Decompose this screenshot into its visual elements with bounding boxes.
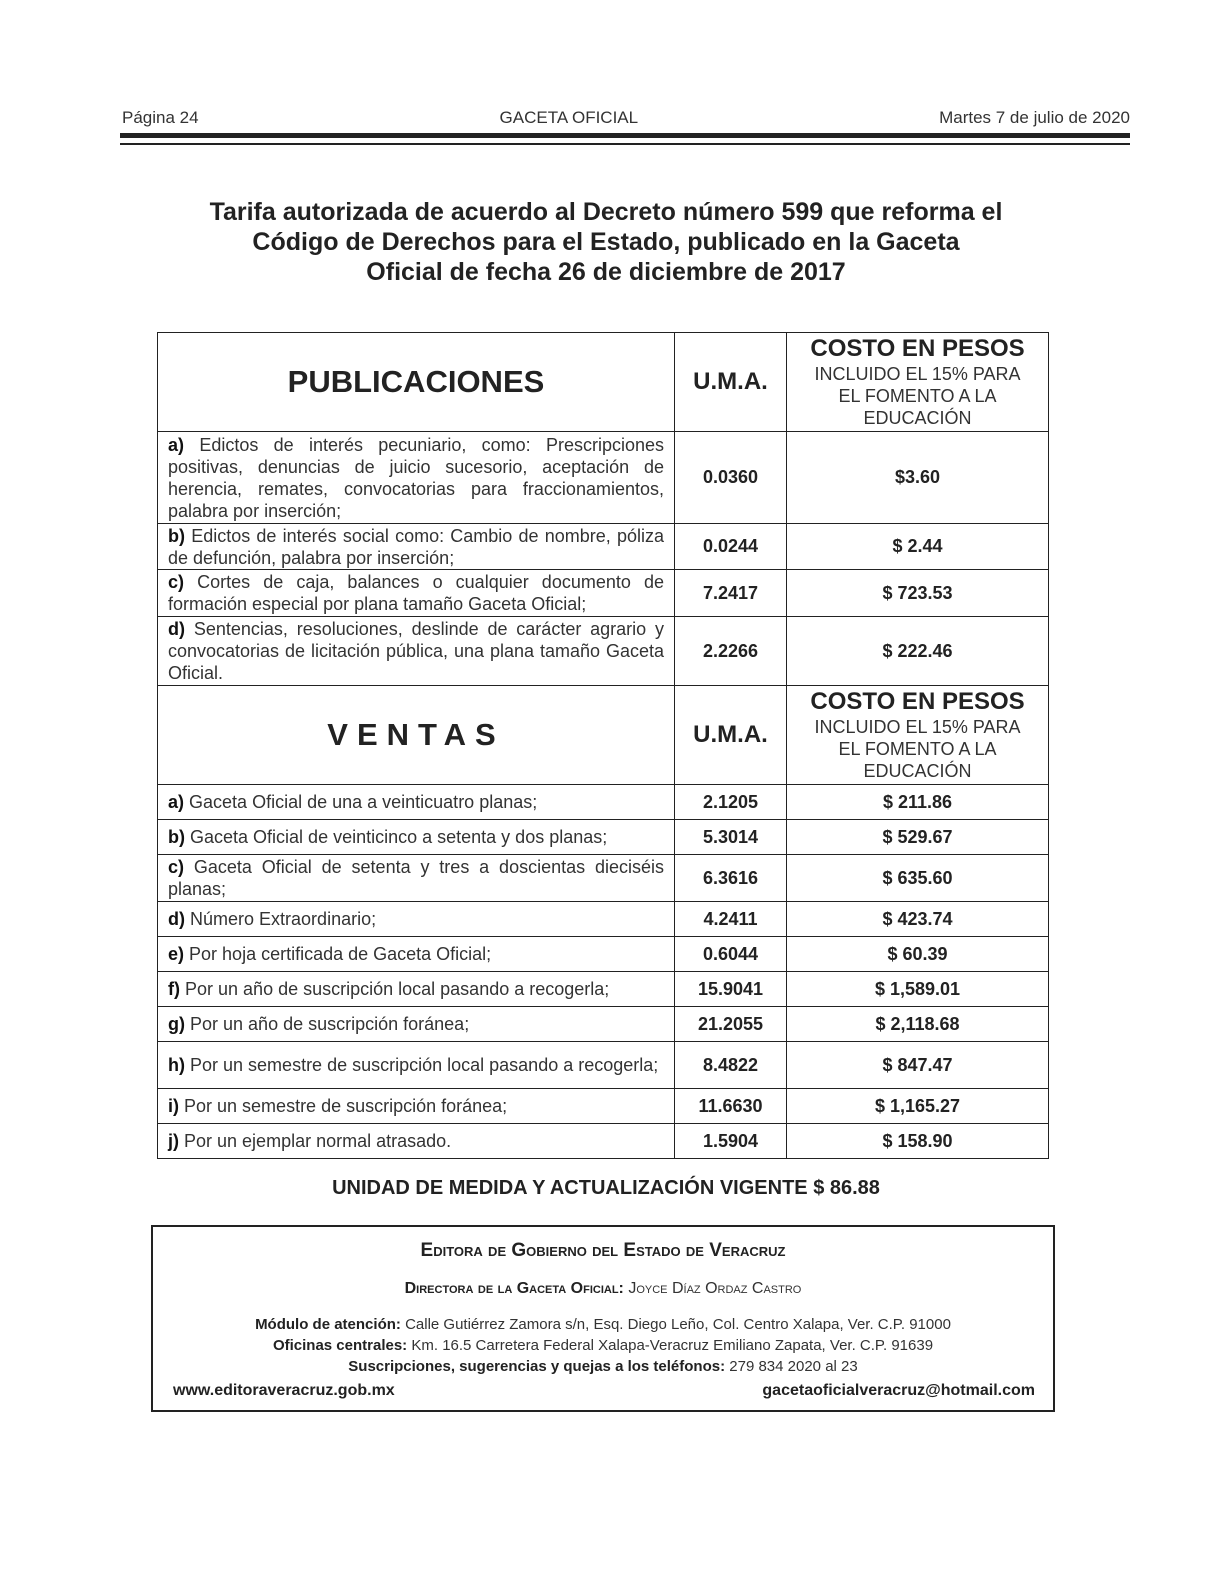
item-uma: 2.2266 <box>675 617 787 686</box>
item-text: Sentencias, resoluciones, deslinde de carácter agrario y convocatorias de licitación pública, una plana tamaño Gaceta Oficial. <box>168 619 664 683</box>
item-description <box>158 1089 675 1124</box>
item-uma: 6.3616 <box>675 855 787 902</box>
tariff-table <box>157 332 1049 1159</box>
item-cost: $ 847.47 <box>787 1042 1049 1089</box>
item-cost: $ 2,118.68 <box>787 1007 1049 1042</box>
website-link[interactable]: www.editoraveracruz.gob.mx <box>173 1382 395 1399</box>
item-text: Por un año de suscripción local pasando a recogerla; <box>185 979 610 999</box>
item-cost: $ 529.67 <box>787 820 1049 855</box>
item-text: Por un ejemplar normal atrasado. <box>184 1131 452 1151</box>
cost-heading-line: INCLUIDO EL 15% PARA <box>814 364 1021 384</box>
item-text: Por un semestre de suscripción local pasando a recogerla; <box>190 1055 659 1075</box>
item-cost: $ 222.46 <box>787 617 1049 686</box>
uma-column-header: U.M.A. <box>675 333 787 432</box>
item-text: Gaceta Oficial de veinticinco a setenta y dos planas; <box>190 827 608 847</box>
header-rule-thin <box>120 143 1130 145</box>
item-description <box>158 1042 675 1089</box>
cost-column-header <box>787 686 1049 785</box>
issue-date: Martes 7 de julio de 2020 <box>939 108 1130 127</box>
item-uma: 4.2411 <box>675 902 787 937</box>
publicaciones-row <box>158 432 1049 524</box>
item-letter: d) <box>168 909 185 929</box>
ventas-title: VENTAS <box>158 686 675 785</box>
item-description <box>158 972 675 1007</box>
item-uma: 2.1205 <box>675 785 787 820</box>
ventas-row <box>158 937 1049 972</box>
item-text: Edictos de interés pecuniario, como: Prescripciones positivas, denuncias de juicio sucesorio, aceptación de herencia, remates, convocatorias para fraccionamientos, palabra por inserción; <box>168 434 664 521</box>
item-uma: 21.2055 <box>675 1007 787 1042</box>
publisher-footer <box>151 1225 1055 1412</box>
publicaciones-header-row <box>158 333 1049 432</box>
ventas-row <box>158 820 1049 855</box>
item-text: Por hoja certificada de Gaceta Oficial; <box>189 944 492 964</box>
item-text: Por un semestre de suscripción foránea; <box>184 1096 508 1116</box>
directora-label: Directora de la Gaceta Oficial: <box>404 1280 624 1297</box>
ventas-section <box>158 686 1049 1159</box>
contact-lines <box>153 1314 1053 1377</box>
document-title <box>150 197 1062 287</box>
item-uma: 0.6044 <box>675 937 787 972</box>
cost-column-header <box>787 333 1049 432</box>
item-cost: $ 1,165.27 <box>787 1089 1049 1124</box>
item-cost: $ 211.86 <box>787 785 1049 820</box>
item-description <box>158 937 675 972</box>
page-header <box>122 108 1130 128</box>
item-letter: g) <box>168 1014 185 1034</box>
oficinas-text: Km. 16.5 Carretera Federal Xalapa-Veracruz Emiliano Zapata, Ver. C.P. 91639 <box>411 1337 934 1354</box>
suscripciones-text: 279 834 2020 al 23 <box>729 1358 858 1375</box>
cost-heading-line: EDUCACIÓN <box>863 408 972 428</box>
item-text: Por un año de suscripción foránea; <box>190 1014 470 1034</box>
item-letter: i) <box>168 1096 179 1116</box>
item-uma: 11.6630 <box>675 1089 787 1124</box>
cost-heading-main: COSTO EN PESOS <box>810 335 1025 362</box>
item-description <box>158 570 675 617</box>
publicaciones-row <box>158 617 1049 686</box>
item-letter: b) <box>168 525 185 546</box>
cost-heading-line: EL FOMENTO A LA <box>838 739 997 759</box>
suscripciones-line <box>153 1356 1053 1377</box>
title-line-1: Tarifa autorizada de acuerdo al Decreto número 599 que reforma el <box>209 198 1003 226</box>
publicaciones-section <box>158 333 1049 686</box>
ventas-row <box>158 855 1049 902</box>
item-uma: 1.5904 <box>675 1124 787 1159</box>
email-link[interactable]: gacetaoficialveracruz@hotmail.com <box>762 1382 1035 1399</box>
item-letter: a) <box>168 434 185 455</box>
page-number: Página 24 <box>122 108 199 127</box>
item-uma: 7.2417 <box>675 570 787 617</box>
item-cost: $ 60.39 <box>787 937 1049 972</box>
item-letter: h) <box>168 1055 185 1075</box>
gazette-name: GACETA OFICIAL <box>499 108 639 127</box>
cost-heading-line: EDUCACIÓN <box>863 761 972 781</box>
item-text: Gaceta Oficial de setenta y tres a doscientas dieciséis planas; <box>168 857 664 899</box>
item-description <box>158 524 675 570</box>
modulo-label: Módulo de atención: <box>255 1316 401 1333</box>
publicaciones-title: PUBLICACIONES <box>158 333 675 432</box>
ventas-row <box>158 785 1049 820</box>
item-description <box>158 617 675 686</box>
item-letter: c) <box>168 572 185 592</box>
ventas-row <box>158 902 1049 937</box>
ventas-row <box>158 972 1049 1007</box>
publicaciones-row <box>158 524 1049 570</box>
item-letter: a) <box>168 792 185 812</box>
directora-name: Joyce Díaz Ordaz Castro <box>628 1280 802 1297</box>
directora-line <box>153 1280 1053 1298</box>
item-letter: c) <box>168 857 185 877</box>
item-cost: $ 158.90 <box>787 1124 1049 1159</box>
ventas-row <box>158 1089 1049 1124</box>
cost-heading-line: INCLUIDO EL 15% PARA <box>814 717 1021 737</box>
item-description <box>158 855 675 902</box>
suscripciones-label: Suscripciones, sugerencias y quejas a los teléfonos: <box>348 1358 726 1375</box>
modulo-text: Calle Gutiérrez Zamora s/n, Esq. Diego Leño, Col. Centro Xalapa, Ver. C.P. 91000 <box>405 1316 951 1333</box>
item-description <box>158 902 675 937</box>
ventas-header-row <box>158 686 1049 785</box>
item-text: Edictos de interés social como: Cambio de nombre, póliza de defunción, palabra por inserción; <box>168 525 664 568</box>
item-letter: e) <box>168 944 185 964</box>
item-text: Cortes de caja, balances o cualquier documento de formación especial por plana tamaño Gaceta Oficial; <box>168 572 664 614</box>
item-description <box>158 1007 675 1042</box>
item-text: Gaceta Oficial de una a veinticuatro planas; <box>189 792 538 812</box>
ventas-row <box>158 1007 1049 1042</box>
item-letter: d) <box>168 619 185 639</box>
cost-heading-main: COSTO EN PESOS <box>810 688 1025 715</box>
item-description <box>158 1124 675 1159</box>
uma-column-header: U.M.A. <box>675 686 787 785</box>
item-uma: 8.4822 <box>675 1042 787 1089</box>
title-line-3: Oficial de fecha 26 de diciembre de 2017 <box>366 258 846 286</box>
item-letter: j) <box>168 1131 179 1151</box>
item-letter: b) <box>168 827 185 847</box>
ventas-row <box>158 1124 1049 1159</box>
item-description <box>158 785 675 820</box>
uma-vigente: UNIDAD DE MEDIDA Y ACTUALIZACIÓN VIGENTE $ 86.88 <box>332 1177 880 1199</box>
editora-name: Editora de Gobierno del Estado de Veracruz <box>420 1240 786 1261</box>
item-letter: f) <box>168 979 180 999</box>
item-uma: 0.0360 <box>675 432 787 524</box>
cost-heading-line: EL FOMENTO A LA <box>838 386 997 406</box>
item-cost: $3.60 <box>787 432 1049 524</box>
item-uma: 5.3014 <box>675 820 787 855</box>
item-description <box>158 432 675 524</box>
oficinas-line <box>153 1335 1053 1356</box>
item-text: Número Extraordinario; <box>190 909 377 929</box>
title-line-2: Código de Derechos para el Estado, publicado en la Gaceta <box>252 228 960 256</box>
item-cost: $ 2.44 <box>787 524 1049 570</box>
item-uma: 0.0244 <box>675 524 787 570</box>
item-description <box>158 820 675 855</box>
modulo-line <box>153 1314 1053 1335</box>
ventas-row <box>158 1042 1049 1089</box>
item-uma: 15.9041 <box>675 972 787 1007</box>
item-cost: $ 723.53 <box>787 570 1049 617</box>
oficinas-label: Oficinas centrales: <box>272 1337 408 1354</box>
publicaciones-row <box>158 570 1049 617</box>
header-rule <box>120 133 1130 138</box>
item-cost: $ 1,589.01 <box>787 972 1049 1007</box>
item-cost: $ 423.74 <box>787 902 1049 937</box>
item-cost: $ 635.60 <box>787 855 1049 902</box>
